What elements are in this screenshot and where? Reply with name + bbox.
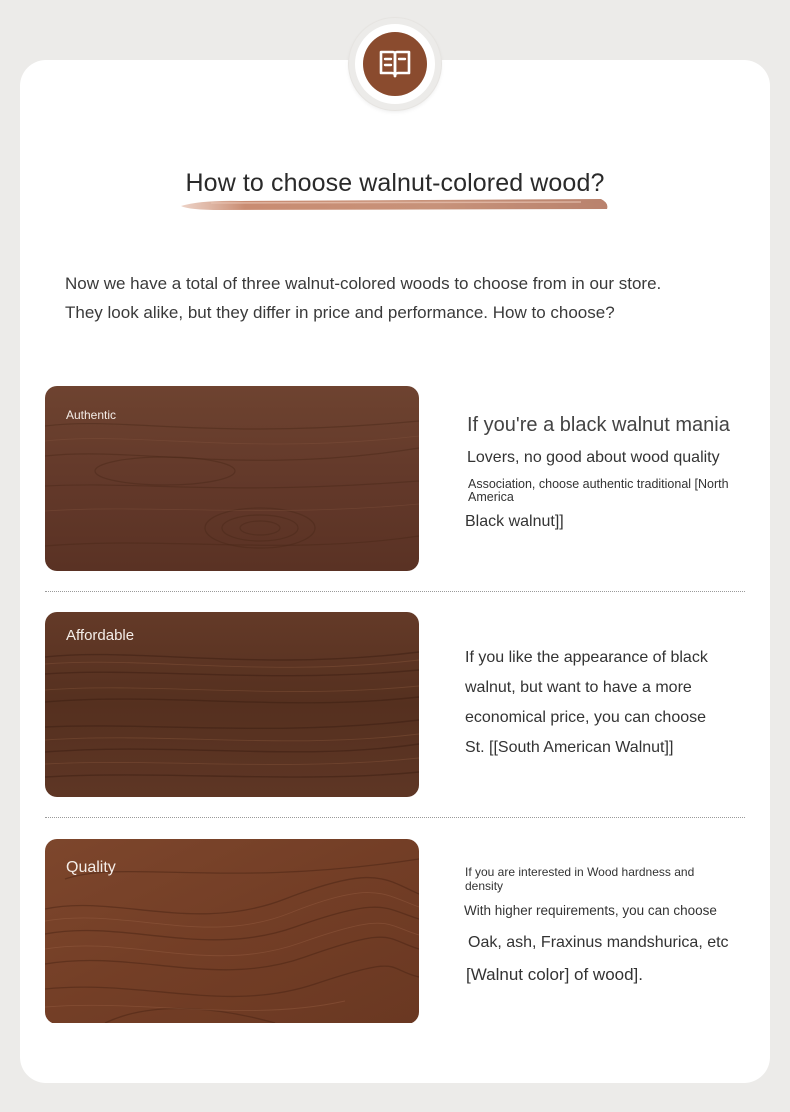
section-divider — [45, 817, 745, 818]
intro-line-2: They look alike, but they differ in price and performance. How to choose? — [65, 303, 615, 322]
option-3-line-2: density — [465, 879, 504, 893]
option-1-line-4: America — [468, 490, 514, 504]
section-divider — [45, 591, 745, 592]
option-2-line-1: If you like the appearance of black — [465, 649, 708, 666]
intro-line-1: Now we have a total of three walnut-colored woods to choose from in our store. — [65, 274, 662, 293]
wood-sample-authentic — [45, 386, 419, 571]
option-1-line-1: If you're a black walnut mania — [467, 414, 730, 436]
wood-sample-affordable — [45, 612, 419, 797]
page-title: How to choose walnut-colored wood? — [185, 169, 605, 197]
option-1-line-3: Association, choose authentic traditional [North — [468, 477, 729, 491]
option-2-line-4: St. [[South American Walnut]] — [465, 739, 674, 756]
badge-circle — [363, 32, 427, 96]
option-2-line-2: walnut, but want to have a more — [465, 679, 692, 696]
option-1-line-2: Lovers, no good about wood quality — [467, 449, 720, 466]
option-3-line-5: [Walnut color] of wood]. — [466, 965, 644, 984]
header-badge — [349, 18, 441, 110]
title-underline-brush — [181, 197, 609, 211]
option-1-line-5: Black walnut]] — [465, 513, 564, 530]
option-3-line-4: Oak, ash, Fraxinus mandshurica, etc — [468, 934, 729, 951]
wood-sample-quality — [45, 839, 419, 1024]
wood-label-authentic: Authentic — [66, 408, 117, 422]
option-2-line-3: economical price, you can choose — [465, 709, 707, 726]
option-3-line-1: If you are interested in Wood hardness and — [465, 865, 695, 879]
wood-label-affordable: Affordable — [66, 627, 135, 644]
wood-label-quality: Quality — [66, 859, 116, 876]
open-book-icon — [375, 44, 415, 84]
option-3-line-3: With higher requirements, you can choose — [464, 903, 717, 918]
intro-text — [65, 269, 745, 327]
